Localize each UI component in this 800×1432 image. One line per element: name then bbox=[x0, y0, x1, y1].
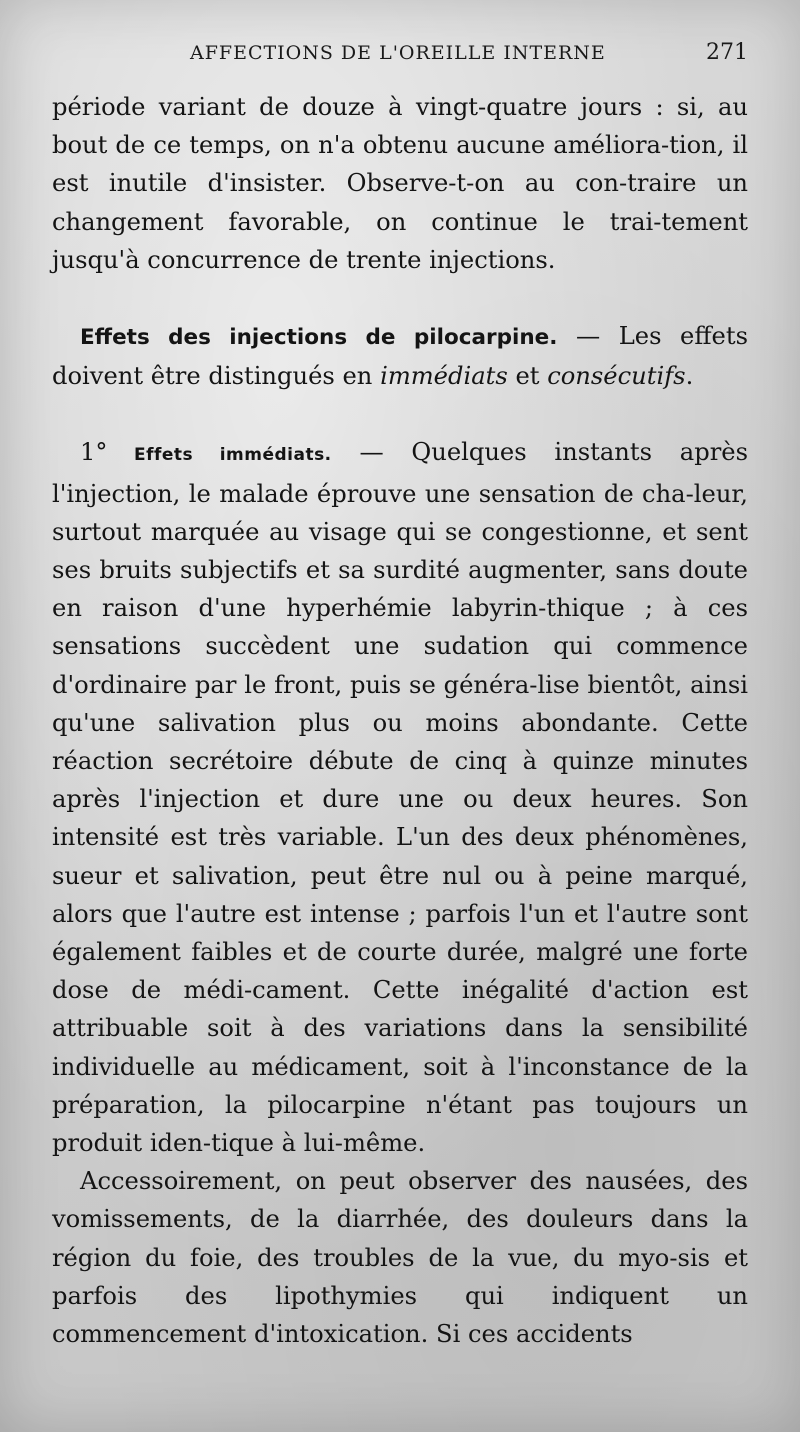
emphasis-immediats: immédiats bbox=[380, 362, 508, 391]
paragraph-text: et bbox=[507, 362, 548, 391]
body-text bbox=[52, 88, 748, 1353]
section-number: 1° bbox=[80, 438, 108, 467]
paragraph-text: — Les effets doivent être distingués en bbox=[52, 322, 748, 391]
paragraph-effets-pilocarpine bbox=[52, 317, 748, 395]
page-number: 271 bbox=[706, 40, 748, 65]
paragraph-text: — Quelques instants après l'injection, le malade éprouve une sensation de cha-leur, surtout marquée au visage qui se congestionne, et sent ses bruits subjectifs et sa surdité augmenter, sans doute en raison d'une hyperhémie labyrin-thique ; à ces sensations succèdent une sudation qui commence d'ordinaire par le front, puis se généra-lise bientôt, ainsi qu'une salivation plus ou moins abondante. Cette réaction secrétoire débute de cinq à quinze minutes après l'injection et dure une ou deux heures. Son intensité est très variable. L'un des deux phénomènes, sueur et salivation, peut être nul ou à peine marqué, alors que l'autre est intense ; parfois l'un et l'autre sont également faibles et de courte durée, malgré une forte dose de médi-cament. Cette inégalité d'action est attribuable soit à des variations dans la sensibilité individuelle au médicament, soit à l'inconstance de la préparation, la pilocarpine n'étant pas toujours un produit iden-tique à lui-même. bbox=[52, 438, 748, 1158]
paragraph-effets-immediats bbox=[52, 433, 748, 1162]
emphasis-consecutifs: consécutifs bbox=[547, 362, 686, 391]
running-head bbox=[52, 40, 748, 70]
section-heading-effets-injections: Effets des injections de pilocarpine. bbox=[80, 325, 558, 351]
paragraph-text: . bbox=[685, 362, 694, 391]
paragraph-accessoirement: Accessoirement, on peut observer des nausées, des vomissements, de la diarrhée, des douleurs dans la région du foie, des troubles de la vue, du myo-sis et parfois des lipothymies qui indiquent un commencement d'intoxication. Si ces accidents bbox=[52, 1167, 748, 1349]
paragraph-continuation: période variant de douze à vingt-quatre jours : si, au bout de ce temps, on n'a obtenu aucune améliora-tion, il est inutile d'insister. Observe-t-on au con-traire un changement favorable, on continue le trai-tement jusqu'à concurrence de trente injections. bbox=[52, 93, 748, 274]
running-head-title: AFFECTIONS DE L'OREILLE INTERNE bbox=[190, 42, 606, 64]
subsection-heading-effets-immediats: Effets immédiats. bbox=[107, 445, 332, 466]
